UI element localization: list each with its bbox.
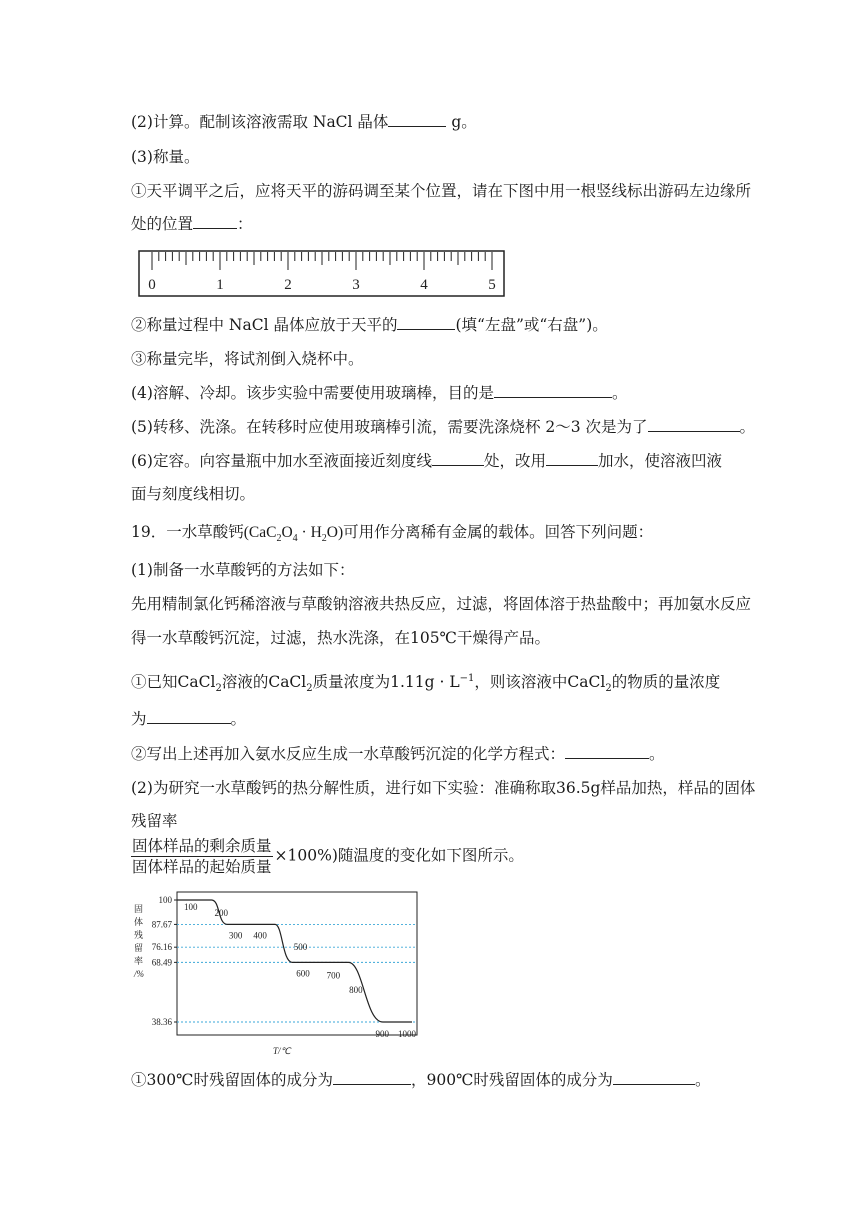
point-label: 400 <box>253 930 267 941</box>
q19-q2: ②写出上述再加入氨水反应生成一水草酸钙沉淀的化学方程式： 。 <box>131 745 665 763</box>
ruler-label: 1 <box>216 277 224 293</box>
y-axis-label: 固体残留率/% <box>134 904 144 979</box>
y-tick-label: 76.16 <box>151 942 172 953</box>
residue-rate-chart <box>125 888 425 1063</box>
q18-step5: (5)转移、洗涤。在转移时应使用玻璃棒引流，需要洗涤烧杯 2～3 次是为了 。 <box>131 418 756 436</box>
answer-blank-nacl-mass[interactable] <box>388 112 446 127</box>
q18-step2: (2)计算。配制该溶液需取 NaCl 晶体 g。 <box>131 113 477 131</box>
answer-blank-distance[interactable] <box>432 451 484 466</box>
ruler-label: 0 <box>148 277 156 293</box>
q19-answer1: ①300℃时残留固体的成分为 ，900℃时残留固体的成分为 。 <box>131 1071 711 1089</box>
ruler-label: 5 <box>488 277 496 293</box>
q18-step3-2: ②称量过程中 NaCl 晶体应放于天平的 (填“左盘”或“右盘”)。 <box>131 316 608 334</box>
y-tick-label: 38.36 <box>151 1017 172 1027</box>
answer-blank-pan[interactable] <box>397 315 455 330</box>
q18-step3-3: ③称量完毕，将试剂倒入烧杯中。 <box>131 350 364 368</box>
ruler-label: 4 <box>420 277 428 293</box>
y-tick-label: 100 <box>158 895 172 905</box>
q18-step6: (6)定容。向容量瓶中加水至液面接近刻度线 处，改用 加水，使溶液凹液 <box>131 452 722 470</box>
chart-plot-frame <box>177 892 417 1035</box>
ruler-label: 2 <box>284 277 292 293</box>
answer-blank-wash-purpose[interactable] <box>648 417 740 432</box>
q19-residue-formula: $\frac{\text{固体样品的剩余质量}}{\text{固体样品的起始质量}}$ ×100%)随温度的变化如下图所示。 <box>132 837 524 876</box>
point-label: 1000 <box>398 1029 416 1039</box>
y-tick-label: 87.67 <box>151 919 172 930</box>
q19-part2-b: 残留率 <box>131 812 178 830</box>
q19-q1-cont: 为 。 <box>131 710 247 728</box>
q19-part1-b: 得一水草酸钙沉淀，过滤，热水洗涤，在105℃干燥得产品。 <box>131 629 550 647</box>
q18-step6-cont: 面与刻度线相切。 <box>131 485 256 503</box>
answer-blank-900c[interactable] <box>613 1070 695 1085</box>
q18-step3-1b: 处的位置 ： <box>131 215 253 233</box>
q19-q1: ①已知CaCl$_2$溶液的CaCl$_2$质量浓度为$1.11g \cdot L^{-1}$，则该溶液中CaCl$_2$的物质的量浓度 <box>131 673 721 695</box>
q18-step4: (4)溶解、冷却。该步实验中需要使用玻璃棒，目的是 。 <box>131 384 628 402</box>
point-label: 600 <box>296 968 310 979</box>
point-label: 900 <box>375 1029 390 1039</box>
answer-blank-equation[interactable] <box>565 744 649 759</box>
q19-part1-a: 先用精制氯化钙稀溶液与草酸钠溶液共热反应，过滤，将固体溶于热盐酸中；再加氨水反应 <box>131 595 752 613</box>
answer-blank-tool[interactable] <box>546 451 598 466</box>
formula-cac2o4-h2o: $(CaC_2O_4 \cdot H_2O)$ <box>243 524 344 545</box>
point-label: 200 <box>214 908 228 918</box>
y-tick-label: 68.49 <box>151 957 172 968</box>
residue-fraction: $\frac{\text{固体样品的剩余质量}}{\text{固体样品的起始质量}}$ <box>132 837 272 876</box>
point-label: 300 <box>228 930 243 941</box>
q19-stem: 19．一水草酸钙$(CaC_2O_4 \cdot H_2O)$可用作分离稀有金属的载体。回答下列问题： <box>131 523 654 545</box>
ruler-label: 3 <box>352 277 360 293</box>
q19-part2-a: (2)为研究一水草酸钙的热分解性质，进行如下实验：准确称取36.5g样品加热，样品的固体 <box>131 779 756 797</box>
point-label: 500 <box>293 942 308 953</box>
answer-blank-300c[interactable] <box>333 1070 411 1085</box>
point-label: 700 <box>326 970 341 981</box>
q18-step3: (3)称量。 <box>131 148 200 166</box>
answer-blank-molarity[interactable] <box>147 709 231 724</box>
x-axis-label: T/℃ <box>273 1046 291 1056</box>
q18-step3-1a: ①天平调平之后，应将天平的游码调至某个位置，请在下图中用一根竖线标出游码左边缘所 <box>131 182 752 200</box>
q19-part1: (1)制备一水草酸钙的方法如下： <box>131 561 355 579</box>
point-label: 800 <box>349 985 363 996</box>
balance-ruler[interactable] <box>138 250 506 298</box>
residue-curve <box>177 900 412 1022</box>
point-label: 100 <box>184 902 198 912</box>
answer-blank-glass-rod-purpose[interactable] <box>494 383 612 398</box>
answer-blank-rider-position[interactable] <box>193 214 237 229</box>
